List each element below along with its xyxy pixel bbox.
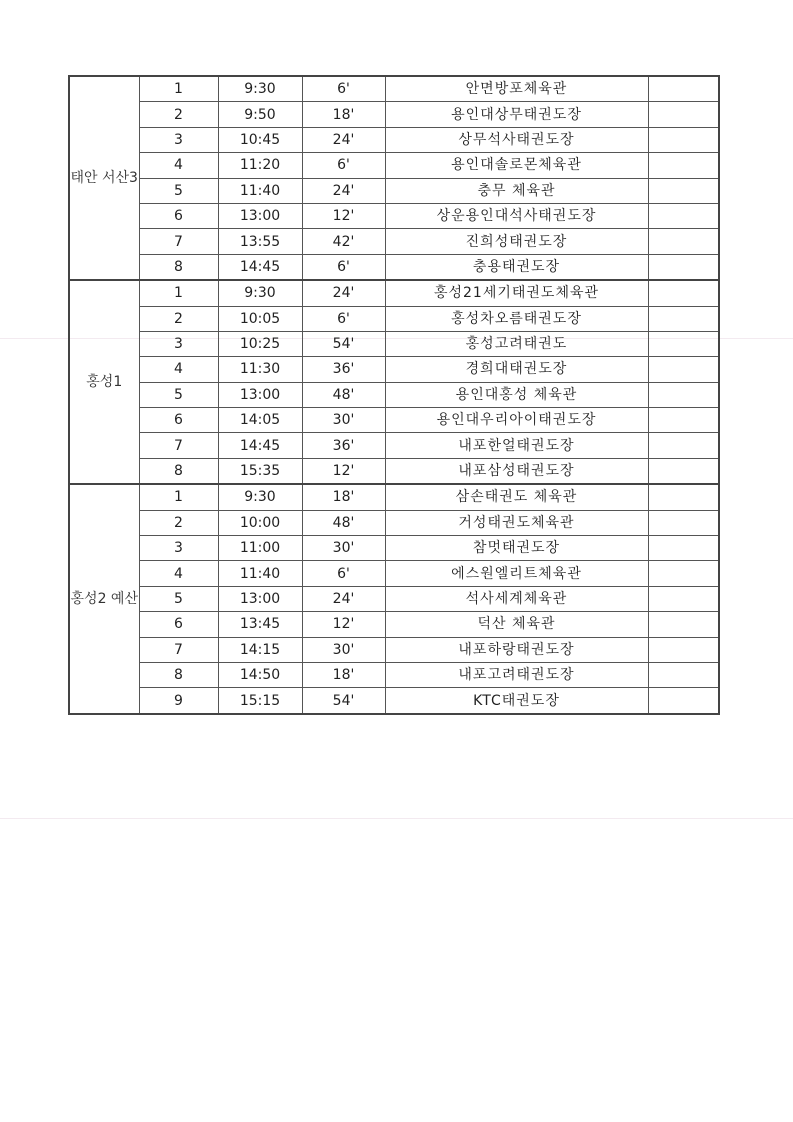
venue-cell: 경희대태권도장 bbox=[385, 357, 648, 382]
time-cell: 14:45 bbox=[218, 254, 302, 280]
duration-cell: 12' bbox=[302, 203, 385, 228]
note-cell bbox=[648, 280, 719, 306]
order-cell: 1 bbox=[139, 76, 218, 102]
duration-cell: 24' bbox=[302, 586, 385, 611]
note-cell bbox=[648, 433, 719, 458]
note-cell bbox=[648, 586, 719, 611]
venue-cell: 용인대상무태권도장 bbox=[385, 102, 648, 127]
table-row bbox=[69, 536, 719, 561]
duration-cell: 18' bbox=[302, 102, 385, 127]
time-cell: 10:05 bbox=[218, 306, 302, 331]
note-cell bbox=[648, 382, 719, 407]
note-cell bbox=[648, 662, 719, 687]
order-cell: 1 bbox=[139, 484, 218, 510]
order-cell: 5 bbox=[139, 586, 218, 611]
note-cell bbox=[648, 203, 719, 228]
duration-cell: 6' bbox=[302, 153, 385, 178]
note-cell bbox=[648, 612, 719, 637]
venue-cell: 홍성21세기태권도체육관 bbox=[385, 280, 648, 306]
region-cell: 태안 서산3 bbox=[69, 76, 139, 280]
time-cell: 11:40 bbox=[218, 178, 302, 203]
table-row bbox=[69, 662, 719, 687]
schedule-table-body bbox=[69, 76, 719, 714]
order-cell: 8 bbox=[139, 254, 218, 280]
time-cell: 14:50 bbox=[218, 662, 302, 687]
order-cell: 3 bbox=[139, 127, 218, 152]
schedule-table bbox=[68, 75, 720, 715]
table-row bbox=[69, 433, 719, 458]
duration-cell: 24' bbox=[302, 178, 385, 203]
note-cell bbox=[648, 458, 719, 484]
order-cell: 5 bbox=[139, 178, 218, 203]
table-row bbox=[69, 637, 719, 662]
order-cell: 5 bbox=[139, 382, 218, 407]
note-cell bbox=[648, 102, 719, 127]
venue-cell: KTC태권도장 bbox=[385, 688, 648, 714]
table-row bbox=[69, 408, 719, 433]
region-cell: 홍성1 bbox=[69, 280, 139, 484]
time-cell: 9:50 bbox=[218, 102, 302, 127]
venue-cell: 용인대우리아이태권도장 bbox=[385, 408, 648, 433]
time-cell: 11:30 bbox=[218, 357, 302, 382]
table-row bbox=[69, 357, 719, 382]
table-row bbox=[69, 306, 719, 331]
duration-cell: 30' bbox=[302, 637, 385, 662]
note-cell bbox=[648, 637, 719, 662]
note-cell bbox=[648, 484, 719, 510]
duration-cell: 30' bbox=[302, 408, 385, 433]
venue-cell: 안면방포체육관 bbox=[385, 76, 648, 102]
table-row bbox=[69, 127, 719, 152]
note-cell bbox=[648, 561, 719, 586]
venue-cell: 석사세계체육관 bbox=[385, 586, 648, 611]
order-cell: 4 bbox=[139, 561, 218, 586]
venue-cell: 상무석사태권도장 bbox=[385, 127, 648, 152]
table-row bbox=[69, 280, 719, 306]
order-cell: 2 bbox=[139, 510, 218, 535]
order-cell: 8 bbox=[139, 662, 218, 687]
table-row bbox=[69, 484, 719, 510]
time-cell: 10:25 bbox=[218, 331, 302, 356]
table-row bbox=[69, 561, 719, 586]
time-cell: 10:45 bbox=[218, 127, 302, 152]
duration-cell: 48' bbox=[302, 510, 385, 535]
venue-cell: 거성태권도체육관 bbox=[385, 510, 648, 535]
order-cell: 1 bbox=[139, 280, 218, 306]
duration-cell: 30' bbox=[302, 536, 385, 561]
duration-cell: 18' bbox=[302, 662, 385, 687]
order-cell: 4 bbox=[139, 357, 218, 382]
time-cell: 15:15 bbox=[218, 688, 302, 714]
table-row bbox=[69, 153, 719, 178]
note-cell bbox=[648, 408, 719, 433]
note-cell bbox=[648, 536, 719, 561]
scan-artifact-line bbox=[0, 818, 793, 819]
time-cell: 11:00 bbox=[218, 536, 302, 561]
venue-cell: 내포하랑태권도장 bbox=[385, 637, 648, 662]
venue-cell: 홍성고려태권도 bbox=[385, 331, 648, 356]
table-row bbox=[69, 612, 719, 637]
time-cell: 15:35 bbox=[218, 458, 302, 484]
time-cell: 13:00 bbox=[218, 203, 302, 228]
venue-cell: 충무 체육관 bbox=[385, 178, 648, 203]
note-cell bbox=[648, 127, 719, 152]
order-cell: 6 bbox=[139, 203, 218, 228]
venue-cell: 덕산 체육관 bbox=[385, 612, 648, 637]
table-row bbox=[69, 203, 719, 228]
duration-cell: 54' bbox=[302, 688, 385, 714]
order-cell: 7 bbox=[139, 637, 218, 662]
time-cell: 13:00 bbox=[218, 382, 302, 407]
note-cell bbox=[648, 76, 719, 102]
time-cell: 14:05 bbox=[218, 408, 302, 433]
order-cell: 6 bbox=[139, 612, 218, 637]
order-cell: 6 bbox=[139, 408, 218, 433]
order-cell: 8 bbox=[139, 458, 218, 484]
time-cell: 14:45 bbox=[218, 433, 302, 458]
time-cell: 13:55 bbox=[218, 229, 302, 254]
table-row bbox=[69, 688, 719, 714]
order-cell: 3 bbox=[139, 331, 218, 356]
order-cell: 4 bbox=[139, 153, 218, 178]
table-row bbox=[69, 382, 719, 407]
time-cell: 13:45 bbox=[218, 612, 302, 637]
note-cell bbox=[648, 510, 719, 535]
venue-cell: 용인대홍성 체육관 bbox=[385, 382, 648, 407]
time-cell: 11:40 bbox=[218, 561, 302, 586]
duration-cell: 12' bbox=[302, 458, 385, 484]
venue-cell: 삼손태권도 체육관 bbox=[385, 484, 648, 510]
venue-cell: 내포한얼태권도장 bbox=[385, 433, 648, 458]
order-cell: 2 bbox=[139, 306, 218, 331]
venue-cell: 참멋태권도장 bbox=[385, 536, 648, 561]
venue-cell: 홍성차오름태권도장 bbox=[385, 306, 648, 331]
duration-cell: 6' bbox=[302, 306, 385, 331]
duration-cell: 24' bbox=[302, 280, 385, 306]
region-cell: 홍성2 예산 bbox=[69, 484, 139, 714]
table-row bbox=[69, 254, 719, 280]
duration-cell: 48' bbox=[302, 382, 385, 407]
venue-cell: 충용태권도장 bbox=[385, 254, 648, 280]
time-cell: 10:00 bbox=[218, 510, 302, 535]
venue-cell: 내포고려태권도장 bbox=[385, 662, 648, 687]
duration-cell: 24' bbox=[302, 127, 385, 152]
table-row bbox=[69, 178, 719, 203]
time-cell: 14:15 bbox=[218, 637, 302, 662]
time-cell: 11:20 bbox=[218, 153, 302, 178]
table-row bbox=[69, 102, 719, 127]
note-cell bbox=[648, 357, 719, 382]
duration-cell: 18' bbox=[302, 484, 385, 510]
note-cell bbox=[648, 153, 719, 178]
time-cell: 9:30 bbox=[218, 484, 302, 510]
time-cell: 9:30 bbox=[218, 280, 302, 306]
order-cell: 7 bbox=[139, 433, 218, 458]
note-cell bbox=[648, 331, 719, 356]
order-cell: 3 bbox=[139, 536, 218, 561]
duration-cell: 6' bbox=[302, 561, 385, 586]
time-cell: 13:00 bbox=[218, 586, 302, 611]
duration-cell: 36' bbox=[302, 357, 385, 382]
note-cell bbox=[648, 688, 719, 714]
note-cell bbox=[648, 229, 719, 254]
venue-cell: 에스원엘리트체육관 bbox=[385, 561, 648, 586]
duration-cell: 12' bbox=[302, 612, 385, 637]
venue-cell: 상운용인대석사태권도장 bbox=[385, 203, 648, 228]
duration-cell: 6' bbox=[302, 254, 385, 280]
duration-cell: 6' bbox=[302, 76, 385, 102]
table-row bbox=[69, 458, 719, 484]
venue-cell: 용인대솔로몬체육관 bbox=[385, 153, 648, 178]
duration-cell: 36' bbox=[302, 433, 385, 458]
table-row bbox=[69, 331, 719, 356]
order-cell: 9 bbox=[139, 688, 218, 714]
duration-cell: 42' bbox=[302, 229, 385, 254]
order-cell: 7 bbox=[139, 229, 218, 254]
venue-cell: 진희성태권도장 bbox=[385, 229, 648, 254]
table-row bbox=[69, 586, 719, 611]
time-cell: 9:30 bbox=[218, 76, 302, 102]
venue-cell: 내포삼성태권도장 bbox=[385, 458, 648, 484]
note-cell bbox=[648, 306, 719, 331]
table-row bbox=[69, 229, 719, 254]
duration-cell: 54' bbox=[302, 331, 385, 356]
order-cell: 2 bbox=[139, 102, 218, 127]
note-cell bbox=[648, 254, 719, 280]
note-cell bbox=[648, 178, 719, 203]
table-row bbox=[69, 510, 719, 535]
table-row bbox=[69, 76, 719, 102]
